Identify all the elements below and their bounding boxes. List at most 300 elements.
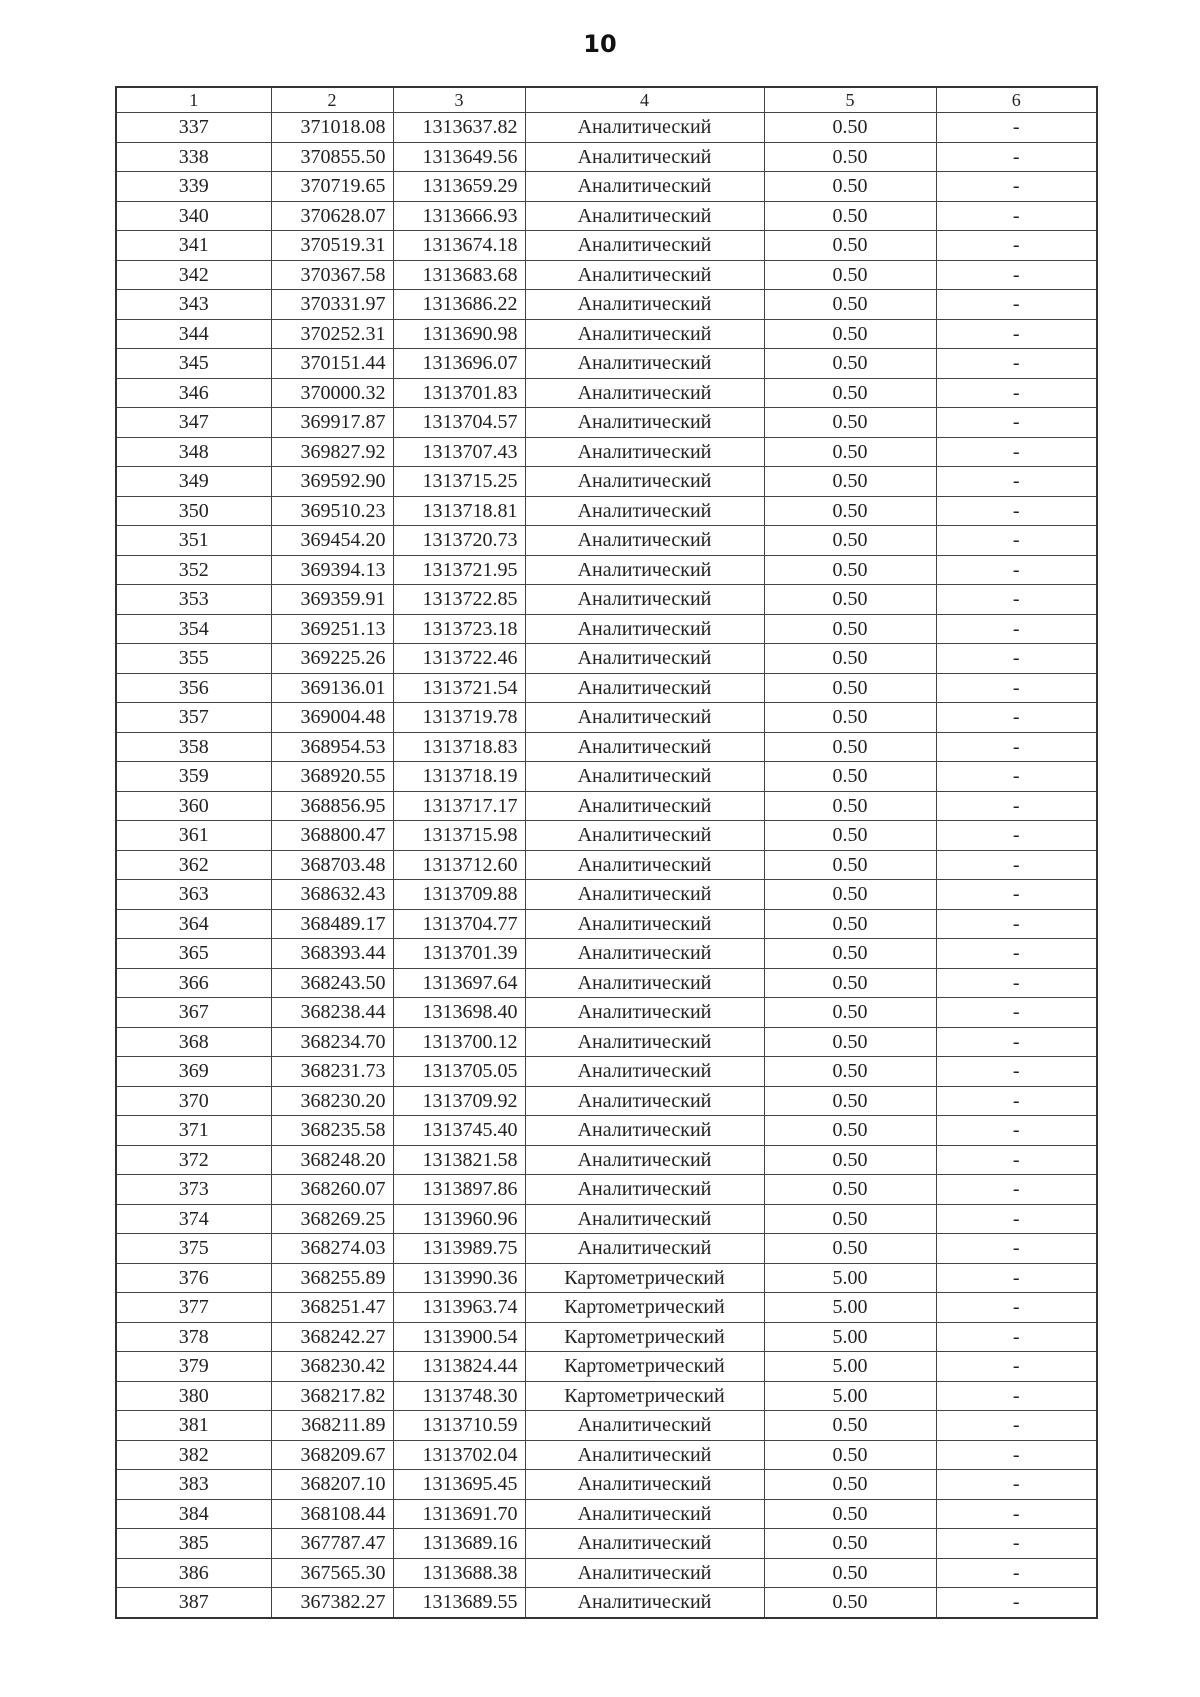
y-coordinate-cell: 1313717.17 xyxy=(393,791,525,821)
method-cell: Картометрический xyxy=(525,1352,764,1382)
x-coordinate-cell: 370252.31 xyxy=(271,319,393,349)
table-row xyxy=(116,821,1097,851)
method-cell: Аналитический xyxy=(525,585,764,615)
y-coordinate-cell: 1313697.64 xyxy=(393,968,525,998)
y-coordinate-cell: 1313720.73 xyxy=(393,526,525,556)
note-cell: - xyxy=(936,939,1097,969)
y-coordinate-cell: 1313721.95 xyxy=(393,555,525,585)
accuracy-cell: 0.50 xyxy=(764,1116,936,1146)
note-cell: - xyxy=(936,496,1097,526)
accuracy-cell: 0.50 xyxy=(764,1529,936,1559)
point-number-cell: 340 xyxy=(116,201,271,231)
x-coordinate-cell: 369510.23 xyxy=(271,496,393,526)
method-cell: Аналитический xyxy=(525,201,764,231)
accuracy-cell: 0.50 xyxy=(764,290,936,320)
point-number-cell: 366 xyxy=(116,968,271,998)
accuracy-cell: 0.50 xyxy=(764,1440,936,1470)
method-cell: Аналитический xyxy=(525,231,764,261)
note-cell: - xyxy=(936,1027,1097,1057)
note-cell: - xyxy=(936,644,1097,674)
method-cell: Аналитический xyxy=(525,555,764,585)
table-row xyxy=(116,1588,1097,1618)
table-row xyxy=(116,1234,1097,1264)
point-number-cell: 375 xyxy=(116,1234,271,1264)
point-number-cell: 352 xyxy=(116,555,271,585)
accuracy-cell: 0.50 xyxy=(764,378,936,408)
x-coordinate-cell: 368230.20 xyxy=(271,1086,393,1116)
y-coordinate-cell: 1313960.96 xyxy=(393,1204,525,1234)
y-coordinate-cell: 1313700.12 xyxy=(393,1027,525,1057)
x-coordinate-cell: 368255.89 xyxy=(271,1263,393,1293)
x-coordinate-cell: 368231.73 xyxy=(271,1057,393,1087)
note-cell: - xyxy=(936,1293,1097,1323)
table-row xyxy=(116,791,1097,821)
x-coordinate-cell: 368260.07 xyxy=(271,1175,393,1205)
y-coordinate-cell: 1313821.58 xyxy=(393,1145,525,1175)
method-cell: Аналитический xyxy=(525,349,764,379)
table-body xyxy=(116,113,1097,1618)
x-coordinate-cell: 367565.30 xyxy=(271,1558,393,1588)
note-cell: - xyxy=(936,850,1097,880)
point-number-cell: 378 xyxy=(116,1322,271,1352)
x-coordinate-cell: 368243.50 xyxy=(271,968,393,998)
table-row xyxy=(116,349,1097,379)
y-coordinate-cell: 1313989.75 xyxy=(393,1234,525,1264)
accuracy-cell: 0.50 xyxy=(764,1204,936,1234)
x-coordinate-cell: 368800.47 xyxy=(271,821,393,851)
method-cell: Аналитический xyxy=(525,644,764,674)
method-cell: Аналитический xyxy=(525,526,764,556)
point-number-cell: 369 xyxy=(116,1057,271,1087)
method-cell: Аналитический xyxy=(525,880,764,910)
note-cell: - xyxy=(936,408,1097,438)
point-number-cell: 361 xyxy=(116,821,271,851)
y-coordinate-cell: 1313674.18 xyxy=(393,231,525,261)
y-coordinate-cell: 1313718.81 xyxy=(393,496,525,526)
method-cell: Аналитический xyxy=(525,1175,764,1205)
note-cell: - xyxy=(936,673,1097,703)
x-coordinate-cell: 370719.65 xyxy=(271,172,393,202)
column-header: 1 xyxy=(116,87,271,113)
accuracy-cell: 0.50 xyxy=(764,909,936,939)
accuracy-cell: 0.50 xyxy=(764,850,936,880)
y-coordinate-cell: 1313722.85 xyxy=(393,585,525,615)
table-row xyxy=(116,1440,1097,1470)
method-cell: Аналитический xyxy=(525,142,764,172)
page-number: 10 xyxy=(583,30,617,58)
x-coordinate-cell: 368234.70 xyxy=(271,1027,393,1057)
y-coordinate-cell: 1313707.43 xyxy=(393,437,525,467)
table-row xyxy=(116,555,1097,585)
x-coordinate-cell: 368703.48 xyxy=(271,850,393,880)
x-coordinate-cell: 368209.67 xyxy=(271,1440,393,1470)
y-coordinate-cell: 1313718.19 xyxy=(393,762,525,792)
x-coordinate-cell: 369827.92 xyxy=(271,437,393,467)
table-row xyxy=(116,1145,1097,1175)
table-row xyxy=(116,526,1097,556)
accuracy-cell: 0.50 xyxy=(764,585,936,615)
accuracy-cell: 0.50 xyxy=(764,349,936,379)
note-cell: - xyxy=(936,1352,1097,1382)
y-coordinate-cell: 1313704.77 xyxy=(393,909,525,939)
table-row xyxy=(116,290,1097,320)
x-coordinate-cell: 368217.82 xyxy=(271,1381,393,1411)
note-cell: - xyxy=(936,880,1097,910)
method-cell: Аналитический xyxy=(525,1588,764,1618)
accuracy-cell: 0.50 xyxy=(764,880,936,910)
note-cell: - xyxy=(936,585,1097,615)
x-coordinate-cell: 369359.91 xyxy=(271,585,393,615)
method-cell: Аналитический xyxy=(525,1204,764,1234)
accuracy-cell: 0.50 xyxy=(764,496,936,526)
point-number-cell: 355 xyxy=(116,644,271,674)
accuracy-cell: 0.50 xyxy=(764,231,936,261)
method-cell: Аналитический xyxy=(525,113,764,143)
note-cell: - xyxy=(936,821,1097,851)
point-number-cell: 363 xyxy=(116,880,271,910)
point-number-cell: 371 xyxy=(116,1116,271,1146)
method-cell: Аналитический xyxy=(525,968,764,998)
y-coordinate-cell: 1313637.82 xyxy=(393,113,525,143)
point-number-cell: 353 xyxy=(116,585,271,615)
method-cell: Аналитический xyxy=(525,614,764,644)
method-cell: Аналитический xyxy=(525,1499,764,1529)
x-coordinate-cell: 367382.27 xyxy=(271,1588,393,1618)
note-cell: - xyxy=(936,1322,1097,1352)
point-number-cell: 339 xyxy=(116,172,271,202)
method-cell: Аналитический xyxy=(525,821,764,851)
accuracy-cell: 0.50 xyxy=(764,408,936,438)
table-row xyxy=(116,467,1097,497)
y-coordinate-cell: 1313715.25 xyxy=(393,467,525,497)
note-cell: - xyxy=(936,1558,1097,1588)
point-number-cell: 364 xyxy=(116,909,271,939)
x-coordinate-cell: 368207.10 xyxy=(271,1470,393,1500)
x-coordinate-cell: 368211.89 xyxy=(271,1411,393,1441)
note-cell: - xyxy=(936,998,1097,1028)
point-number-cell: 359 xyxy=(116,762,271,792)
point-number-cell: 386 xyxy=(116,1558,271,1588)
table-row xyxy=(116,260,1097,290)
table-row xyxy=(116,939,1097,969)
point-number-cell: 379 xyxy=(116,1352,271,1382)
accuracy-cell: 0.50 xyxy=(764,142,936,172)
note-cell: - xyxy=(936,1116,1097,1146)
point-number-cell: 358 xyxy=(116,732,271,762)
y-coordinate-cell: 1313701.83 xyxy=(393,378,525,408)
table-row xyxy=(116,1499,1097,1529)
x-coordinate-cell: 369225.26 xyxy=(271,644,393,674)
table-row xyxy=(116,378,1097,408)
y-coordinate-cell: 1313990.36 xyxy=(393,1263,525,1293)
table-row xyxy=(116,1116,1097,1146)
x-coordinate-cell: 368632.43 xyxy=(271,880,393,910)
x-coordinate-cell: 369136.01 xyxy=(271,673,393,703)
table-row xyxy=(116,1470,1097,1500)
y-coordinate-cell: 1313712.60 xyxy=(393,850,525,880)
accuracy-cell: 0.50 xyxy=(764,113,936,143)
accuracy-cell: 0.50 xyxy=(764,201,936,231)
accuracy-cell: 0.50 xyxy=(764,526,936,556)
y-coordinate-cell: 1313696.07 xyxy=(393,349,525,379)
x-coordinate-cell: 369592.90 xyxy=(271,467,393,497)
y-coordinate-cell: 1313963.74 xyxy=(393,1293,525,1323)
note-cell: - xyxy=(936,172,1097,202)
table-row xyxy=(116,614,1097,644)
x-coordinate-cell: 368920.55 xyxy=(271,762,393,792)
note-cell: - xyxy=(936,231,1097,261)
x-coordinate-cell: 370519.31 xyxy=(271,231,393,261)
accuracy-cell: 5.00 xyxy=(764,1352,936,1382)
accuracy-cell: 0.50 xyxy=(764,998,936,1028)
method-cell: Аналитический xyxy=(525,791,764,821)
method-cell: Аналитический xyxy=(525,1027,764,1057)
note-cell: - xyxy=(936,378,1097,408)
x-coordinate-cell: 368269.25 xyxy=(271,1204,393,1234)
x-coordinate-cell: 370000.32 xyxy=(271,378,393,408)
point-number-cell: 360 xyxy=(116,791,271,821)
x-coordinate-cell: 368235.58 xyxy=(271,1116,393,1146)
x-coordinate-cell: 367787.47 xyxy=(271,1529,393,1559)
point-number-cell: 351 xyxy=(116,526,271,556)
accuracy-cell: 0.50 xyxy=(764,1499,936,1529)
point-number-cell: 338 xyxy=(116,142,271,172)
method-cell: Аналитический xyxy=(525,939,764,969)
x-coordinate-cell: 368248.20 xyxy=(271,1145,393,1175)
method-cell: Аналитический xyxy=(525,1470,764,1500)
table-row xyxy=(116,1027,1097,1057)
point-number-cell: 343 xyxy=(116,290,271,320)
note-cell: - xyxy=(936,614,1097,644)
table-row xyxy=(116,1411,1097,1441)
y-coordinate-cell: 1313686.22 xyxy=(393,290,525,320)
table-row xyxy=(116,1352,1097,1382)
x-coordinate-cell: 368393.44 xyxy=(271,939,393,969)
accuracy-cell: 0.50 xyxy=(764,260,936,290)
point-number-cell: 368 xyxy=(116,1027,271,1057)
point-number-cell: 381 xyxy=(116,1411,271,1441)
y-coordinate-cell: 1313824.44 xyxy=(393,1352,525,1382)
point-number-cell: 380 xyxy=(116,1381,271,1411)
column-header: 4 xyxy=(525,87,764,113)
table-row xyxy=(116,142,1097,172)
point-number-cell: 376 xyxy=(116,1263,271,1293)
accuracy-cell: 0.50 xyxy=(764,732,936,762)
method-cell: Аналитический xyxy=(525,172,764,202)
accuracy-cell: 0.50 xyxy=(764,614,936,644)
y-coordinate-cell: 1313722.46 xyxy=(393,644,525,674)
method-cell: Аналитический xyxy=(525,1411,764,1441)
note-cell: - xyxy=(936,1381,1097,1411)
accuracy-cell: 0.50 xyxy=(764,1588,936,1618)
y-coordinate-cell: 1313691.70 xyxy=(393,1499,525,1529)
table-row xyxy=(116,172,1097,202)
method-cell: Аналитический xyxy=(525,998,764,1028)
method-cell: Аналитический xyxy=(525,703,764,733)
column-header: 2 xyxy=(271,87,393,113)
point-number-cell: 377 xyxy=(116,1293,271,1323)
note-cell: - xyxy=(936,762,1097,792)
method-cell: Аналитический xyxy=(525,762,764,792)
y-coordinate-cell: 1313709.88 xyxy=(393,880,525,910)
table-row xyxy=(116,437,1097,467)
note-cell: - xyxy=(936,1499,1097,1529)
note-cell: - xyxy=(936,1234,1097,1264)
table-row xyxy=(116,1558,1097,1588)
accuracy-cell: 0.50 xyxy=(764,555,936,585)
point-number-cell: 387 xyxy=(116,1588,271,1618)
note-cell: - xyxy=(936,201,1097,231)
accuracy-cell: 0.50 xyxy=(764,319,936,349)
y-coordinate-cell: 1313701.39 xyxy=(393,939,525,969)
method-cell: Аналитический xyxy=(525,496,764,526)
x-coordinate-cell: 368238.44 xyxy=(271,998,393,1028)
table-row xyxy=(116,732,1097,762)
note-cell: - xyxy=(936,349,1097,379)
table-row xyxy=(116,231,1097,261)
method-cell: Аналитический xyxy=(525,673,764,703)
point-number-cell: 357 xyxy=(116,703,271,733)
y-coordinate-cell: 1313719.78 xyxy=(393,703,525,733)
method-cell: Аналитический xyxy=(525,260,764,290)
x-coordinate-cell: 368242.27 xyxy=(271,1322,393,1352)
column-header: 3 xyxy=(393,87,525,113)
note-cell: - xyxy=(936,1204,1097,1234)
note-cell: - xyxy=(936,1588,1097,1618)
point-number-cell: 354 xyxy=(116,614,271,644)
accuracy-cell: 5.00 xyxy=(764,1293,936,1323)
table-row xyxy=(116,762,1097,792)
table-row xyxy=(116,1293,1097,1323)
point-number-cell: 347 xyxy=(116,408,271,438)
point-number-cell: 341 xyxy=(116,231,271,261)
point-number-cell: 367 xyxy=(116,998,271,1028)
x-coordinate-cell: 369917.87 xyxy=(271,408,393,438)
point-number-cell: 372 xyxy=(116,1145,271,1175)
y-coordinate-cell: 1313721.54 xyxy=(393,673,525,703)
note-cell: - xyxy=(936,555,1097,585)
table-row xyxy=(116,496,1097,526)
x-coordinate-cell: 370331.97 xyxy=(271,290,393,320)
table-row xyxy=(116,1204,1097,1234)
table-row xyxy=(116,408,1097,438)
point-number-cell: 350 xyxy=(116,496,271,526)
method-cell: Аналитический xyxy=(525,437,764,467)
accuracy-cell: 0.50 xyxy=(764,437,936,467)
note-cell: - xyxy=(936,1145,1097,1175)
method-cell: Аналитический xyxy=(525,909,764,939)
accuracy-cell: 0.50 xyxy=(764,467,936,497)
table-row xyxy=(116,113,1097,143)
point-number-cell: 342 xyxy=(116,260,271,290)
method-cell: Аналитический xyxy=(525,319,764,349)
point-number-cell: 356 xyxy=(116,673,271,703)
coordinates-table xyxy=(115,86,1098,1619)
table-row xyxy=(116,201,1097,231)
x-coordinate-cell: 368251.47 xyxy=(271,1293,393,1323)
table-header-row xyxy=(116,87,1097,113)
method-cell: Картометрический xyxy=(525,1263,764,1293)
point-number-cell: 384 xyxy=(116,1499,271,1529)
x-coordinate-cell: 371018.08 xyxy=(271,113,393,143)
method-cell: Аналитический xyxy=(525,467,764,497)
method-cell: Картометрический xyxy=(525,1322,764,1352)
accuracy-cell: 0.50 xyxy=(764,1411,936,1441)
accuracy-cell: 0.50 xyxy=(764,1057,936,1087)
accuracy-cell: 0.50 xyxy=(764,1027,936,1057)
accuracy-cell: 0.50 xyxy=(764,644,936,674)
point-number-cell: 374 xyxy=(116,1204,271,1234)
method-cell: Аналитический xyxy=(525,1529,764,1559)
note-cell: - xyxy=(936,791,1097,821)
x-coordinate-cell: 369454.20 xyxy=(271,526,393,556)
note-cell: - xyxy=(936,437,1097,467)
x-coordinate-cell: 370628.07 xyxy=(271,201,393,231)
y-coordinate-cell: 1313723.18 xyxy=(393,614,525,644)
point-number-cell: 345 xyxy=(116,349,271,379)
table-row xyxy=(116,850,1097,880)
note-cell: - xyxy=(936,1175,1097,1205)
y-coordinate-cell: 1313688.38 xyxy=(393,1558,525,1588)
x-coordinate-cell: 370367.58 xyxy=(271,260,393,290)
note-cell: - xyxy=(936,1440,1097,1470)
method-cell: Аналитический xyxy=(525,850,764,880)
method-cell: Аналитический xyxy=(525,378,764,408)
point-number-cell: 382 xyxy=(116,1440,271,1470)
y-coordinate-cell: 1313666.93 xyxy=(393,201,525,231)
x-coordinate-cell: 369394.13 xyxy=(271,555,393,585)
y-coordinate-cell: 1313704.57 xyxy=(393,408,525,438)
x-coordinate-cell: 368230.42 xyxy=(271,1352,393,1382)
note-cell: - xyxy=(936,1057,1097,1087)
y-coordinate-cell: 1313649.56 xyxy=(393,142,525,172)
y-coordinate-cell: 1313748.30 xyxy=(393,1381,525,1411)
note-cell: - xyxy=(936,467,1097,497)
column-header: 5 xyxy=(764,87,936,113)
table-row xyxy=(116,585,1097,615)
method-cell: Картометрический xyxy=(525,1381,764,1411)
table-row xyxy=(116,998,1097,1028)
y-coordinate-cell: 1313709.92 xyxy=(393,1086,525,1116)
x-coordinate-cell: 370151.44 xyxy=(271,349,393,379)
point-number-cell: 383 xyxy=(116,1470,271,1500)
note-cell: - xyxy=(936,703,1097,733)
x-coordinate-cell: 368856.95 xyxy=(271,791,393,821)
accuracy-cell: 5.00 xyxy=(764,1263,936,1293)
method-cell: Аналитический xyxy=(525,1057,764,1087)
note-cell: - xyxy=(936,113,1097,143)
note-cell: - xyxy=(936,1086,1097,1116)
method-cell: Аналитический xyxy=(525,732,764,762)
y-coordinate-cell: 1313659.29 xyxy=(393,172,525,202)
y-coordinate-cell: 1313900.54 xyxy=(393,1322,525,1352)
method-cell: Аналитический xyxy=(525,1145,764,1175)
y-coordinate-cell: 1313897.86 xyxy=(393,1175,525,1205)
method-cell: Аналитический xyxy=(525,1086,764,1116)
y-coordinate-cell: 1313689.16 xyxy=(393,1529,525,1559)
table-row xyxy=(116,1322,1097,1352)
x-coordinate-cell: 368954.53 xyxy=(271,732,393,762)
point-number-cell: 337 xyxy=(116,113,271,143)
y-coordinate-cell: 1313710.59 xyxy=(393,1411,525,1441)
accuracy-cell: 0.50 xyxy=(764,1558,936,1588)
accuracy-cell: 0.50 xyxy=(764,1086,936,1116)
note-cell: - xyxy=(936,319,1097,349)
note-cell: - xyxy=(936,260,1097,290)
table-row xyxy=(116,1086,1097,1116)
table-row xyxy=(116,1381,1097,1411)
method-cell: Аналитический xyxy=(525,1234,764,1264)
